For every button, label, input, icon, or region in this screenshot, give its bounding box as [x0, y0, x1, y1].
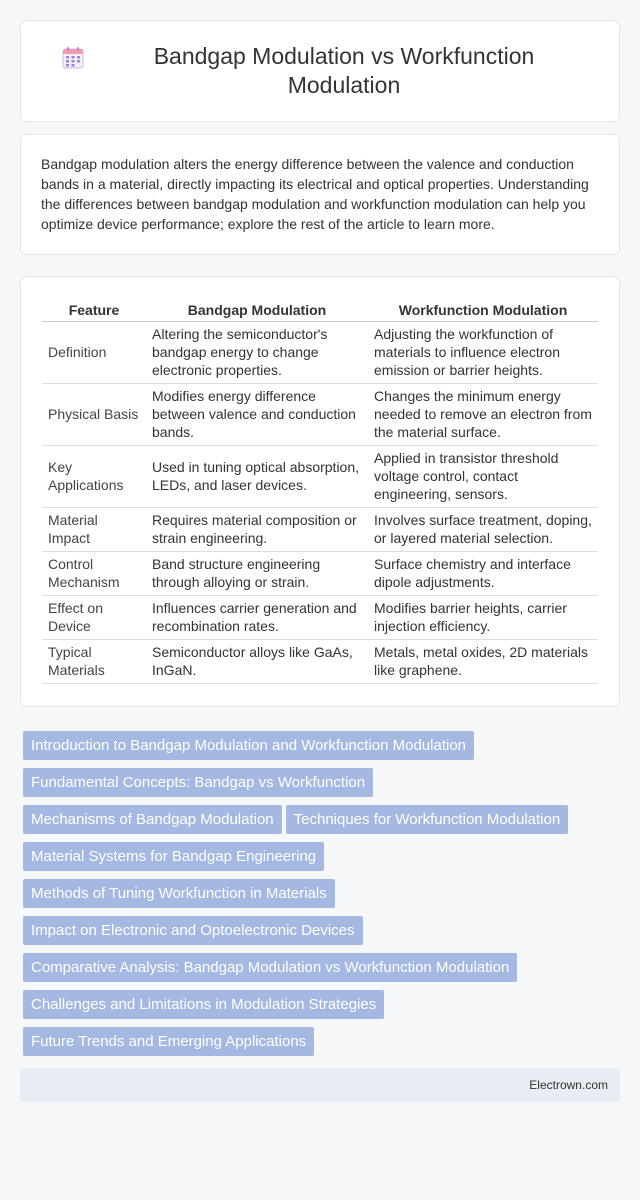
topic-tag[interactable]: Mechanisms of Bandgap Modulation — [23, 805, 282, 834]
table-row — [42, 508, 598, 552]
bandgap-cell: Semiconductor alloys like GaAs, InGaN. — [146, 640, 368, 684]
table-row — [42, 552, 598, 596]
workfunction-cell: Modifies barrier heights, carrier injection efficiency. — [368, 596, 598, 640]
bandgap-cell: Requires material composition or strain engineering. — [146, 508, 368, 552]
topic-tag[interactable]: Impact on Electronic and Optoelectronic Devices — [23, 916, 363, 945]
page-title: Bandgap Modulation vs Workfunction Modulation — [153, 43, 535, 98]
topic-tag[interactable]: Future Trends and Emerging Applications — [23, 1027, 314, 1056]
table-row — [42, 384, 598, 446]
table-row — [42, 640, 598, 684]
header-workfunction: Workfunction Modulation — [368, 299, 598, 322]
title-card — [20, 20, 620, 122]
workfunction-cell: Metals, metal oxides, 2D materials like graphene. — [368, 640, 598, 684]
feature-cell: Material Impact — [42, 508, 146, 552]
topic-tag[interactable]: Techniques for Workfunction Modulation — [286, 805, 569, 834]
footer — [20, 1068, 620, 1102]
feature-cell: Typical Materials — [42, 640, 146, 684]
table-row — [42, 596, 598, 640]
feature-cell: Effect on Device — [42, 596, 146, 640]
header-feature: Feature — [42, 299, 146, 322]
topic-tags — [20, 731, 620, 1064]
workfunction-cell: Involves surface treatment, doping, or layered material selection. — [368, 508, 598, 552]
topic-tag[interactable]: Material Systems for Bandgap Engineering — [23, 842, 324, 871]
topic-tag[interactable]: Fundamental Concepts: Bandgap vs Workfunction — [23, 768, 373, 797]
table-row — [42, 322, 598, 384]
bandgap-cell: Band structure engineering through alloying or strain. — [146, 552, 368, 596]
feature-cell: Control Mechanism — [42, 552, 146, 596]
topic-tag[interactable]: Challenges and Limitations in Modulation Strategies — [23, 990, 384, 1019]
intro-card — [20, 134, 620, 255]
topic-tag[interactable]: Methods of Tuning Workfunction in Materials — [23, 879, 335, 908]
workfunction-cell: Applied in transistor threshold voltage control, contact engineering, sensors. — [368, 446, 598, 508]
intro-paragraph: Bandgap modulation alters the energy difference between the valence and conduction bands in a material, directly impacting its electrical and optical properties. Understanding the differences between bandgap modulation and workfunction modulation can help you optimize device performance; explore the rest of the article to learn more. — [41, 156, 589, 232]
workfunction-cell: Changes the minimum energy needed to remove an electron from the material surface. — [368, 384, 598, 446]
feature-cell: Key Applications — [42, 446, 146, 508]
bandgap-cell: Influences carrier generation and recombination rates. — [146, 596, 368, 640]
feature-cell: Definition — [42, 322, 146, 384]
topic-tag[interactable]: Comparative Analysis: Bandgap Modulation vs Workfunction Modulation — [23, 953, 517, 982]
feature-cell: Physical Basis — [42, 384, 146, 446]
table-row — [42, 446, 598, 508]
bandgap-cell: Altering the semiconductor's bandgap energy to change electronic properties. — [146, 322, 368, 384]
workfunction-cell: Surface chemistry and interface dipole adjustments. — [368, 552, 598, 596]
comparison-table-card — [20, 276, 620, 707]
comparison-table — [42, 299, 598, 684]
bandgap-cell: Modifies energy difference between valence and conduction bands. — [146, 384, 368, 446]
workfunction-cell: Adjusting the workfunction of materials to influence electron emission or barrier heights. — [368, 322, 598, 384]
footer-brand[interactable]: Electrown.com — [529, 1078, 608, 1092]
topic-tag[interactable]: Introduction to Bandgap Modulation and Workfunction Modulation — [23, 731, 474, 760]
bandgap-cell: Used in tuning optical absorption, LEDs, and laser devices. — [146, 446, 368, 508]
table-header-row — [42, 299, 598, 322]
header-bandgap: Bandgap Modulation — [146, 299, 368, 322]
calendar-icon — [61, 46, 85, 70]
